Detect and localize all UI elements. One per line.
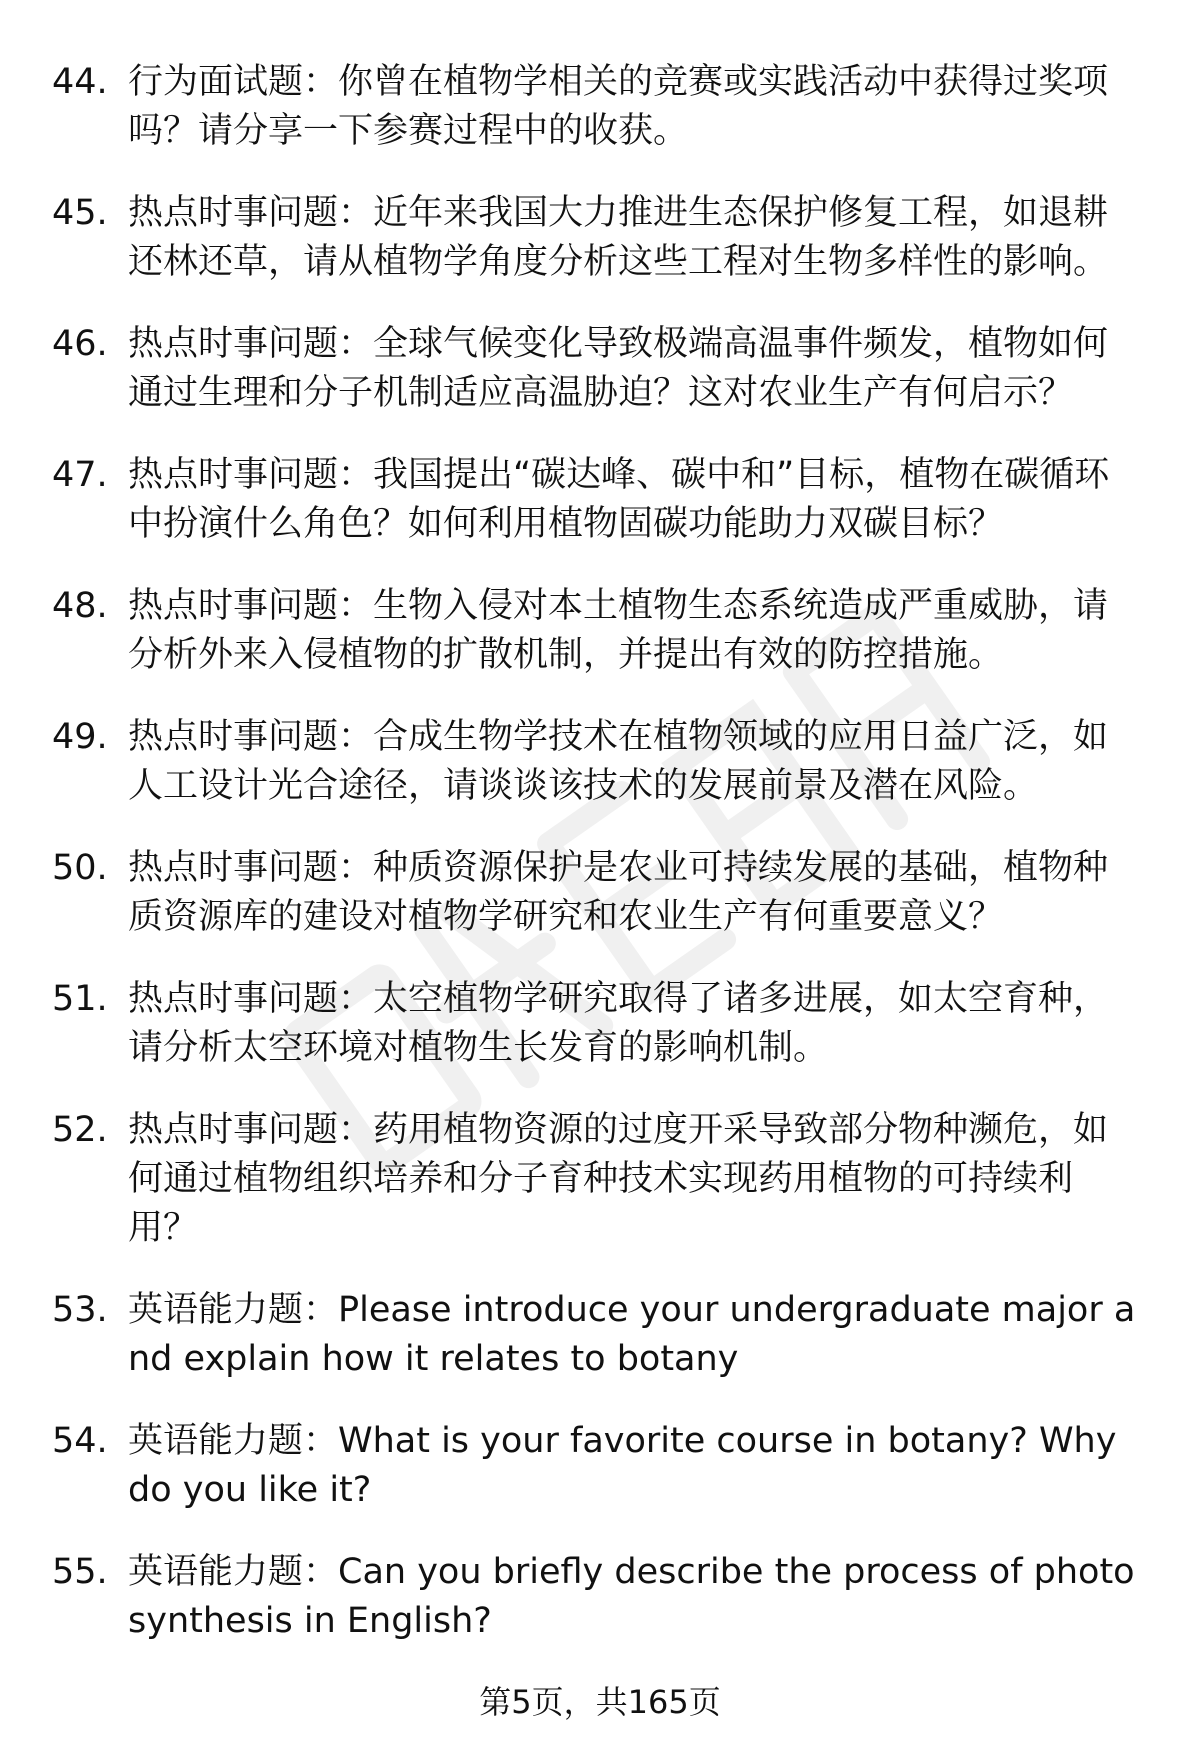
question-text: 热点时事问题：种质资源保护是农业可持续发展的基础，植物种质资源库的建设对植物学研究和农业生产有何重要意义？	[128, 848, 1109, 937]
question-number: 47.	[52, 455, 108, 495]
question-text: 行为面试题：你曾在植物学相关的竞赛或实践活动中获得过奖项吗？请分享一下参赛过程中的收获。	[128, 62, 1109, 151]
list-item	[52, 582, 1142, 680]
list-item	[52, 451, 1142, 549]
question-number: 48.	[52, 586, 108, 626]
list-item	[52, 1286, 1142, 1384]
question-text: 热点时事问题：生物入侵对本土植物生态系统造成严重威胁，请分析外来入侵植物的扩散机制，并提出有效的防控措施。	[128, 586, 1109, 675]
question-text: 热点时事问题：我国提出“碳达峰、碳中和”目标，植物在碳循环中扮演什么角色？如何利用植物固碳功能助力双碳目标？	[128, 455, 1110, 544]
question-text: 英语能力题：Can you briefly describe the process of photosynthesis in English?	[128, 1552, 1135, 1641]
question-text: 热点时事问题：太空植物学研究取得了诸多进展，如太空育种，请分析太空环境对植物生长发育的影响机制。	[128, 979, 1109, 1068]
list-item	[52, 844, 1142, 942]
list-item	[52, 975, 1142, 1073]
question-text: 热点时事问题：合成生物学技术在植物领域的应用日益广泛，如人工设计光合途径，请谈谈该技术的发展前景及潜在风险。	[128, 717, 1109, 806]
page-footer: 第5页，共165页	[479, 1683, 721, 1721]
question-number: 46.	[52, 324, 108, 364]
question-text: 热点时事问题：药用植物资源的过度开采导致部分物种濒危，如何通过植物组织培养和分子育种技术实现药用植物的可持续利用？	[128, 1110, 1109, 1248]
question-text: 热点时事问题：全球气候变化导致极端高温事件频发，植物如何通过生理和分子机制适应高温胁迫？这对农业生产有何启示？	[128, 324, 1109, 413]
question-text: 热点时事问题：近年来我国大力推进生态保护修复工程，如退耕还林还草，请从植物学角度分析这些工程对生物多样性的影响。	[128, 193, 1109, 282]
list-item	[52, 189, 1142, 287]
question-number: 49.	[52, 717, 108, 757]
list-item	[52, 1417, 1142, 1515]
question-number: 50.	[52, 848, 108, 888]
list-item	[52, 58, 1142, 156]
list-item	[52, 1548, 1142, 1646]
question-number: 54.	[52, 1421, 108, 1461]
question-text: 英语能力题：Please introduce your undergraduate major and explain how it relates to botany	[128, 1290, 1136, 1379]
question-text: 英语能力题：What is your favorite course in botany? Why do you like it?	[128, 1421, 1117, 1510]
list-item	[52, 320, 1142, 418]
question-number: 45.	[52, 193, 108, 233]
question-number: 53.	[52, 1290, 108, 1330]
question-number: 51.	[52, 979, 108, 1019]
question-list	[52, 58, 1142, 1679]
question-number: 52.	[52, 1110, 108, 1150]
list-item	[52, 713, 1142, 811]
question-number: 55.	[52, 1552, 108, 1592]
list-item	[52, 1106, 1142, 1253]
question-number: 44.	[52, 62, 108, 102]
